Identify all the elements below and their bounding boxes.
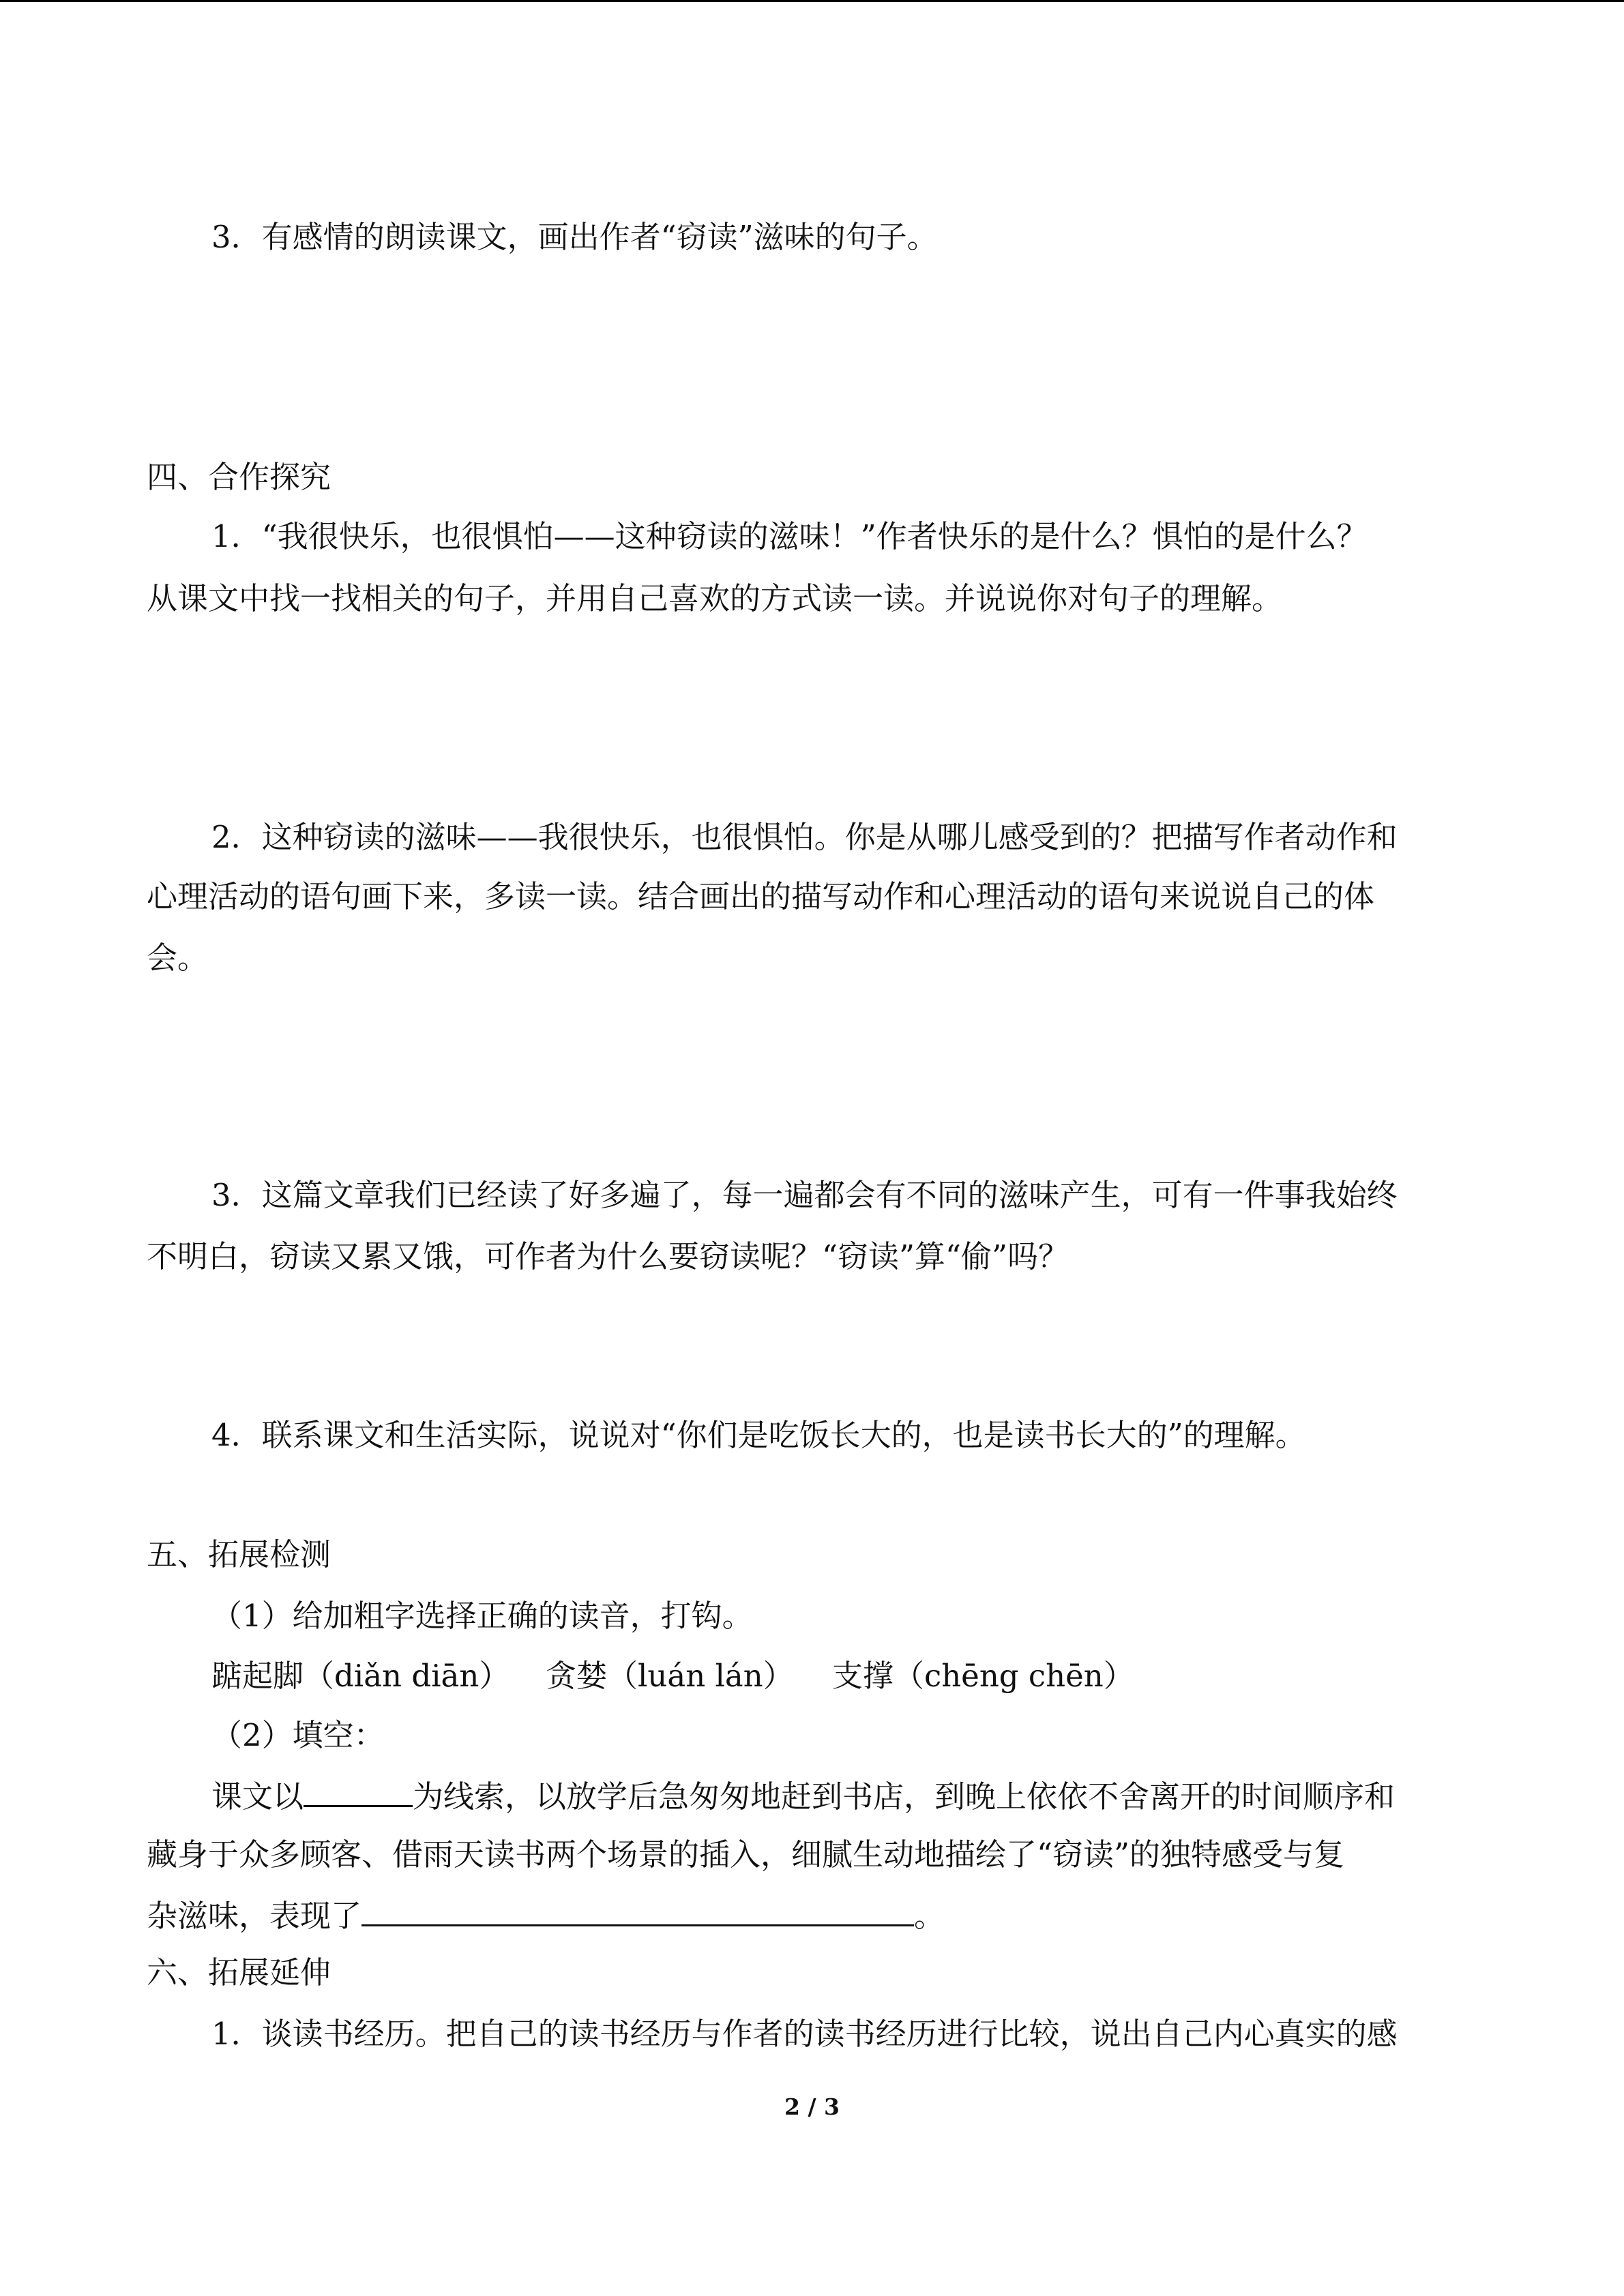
exercise-2-instruction: （2）填空： bbox=[211, 1717, 385, 1753]
fill-in-line-2: 藏身于众多顾客、借雨天读书两个场景的插入，细腻生动地描绘了“窃读”的独特感受与复 bbox=[147, 1836, 1345, 1873]
fill-text-4: 。 bbox=[914, 1898, 945, 1934]
exercise-1-instruction: （1）给加粗字选择正确的读音，打钩。 bbox=[211, 1598, 753, 1634]
question-1-line-1: 1．“我很快乐，也很惧怕——这种窃读的滋味！”作者快乐的是什么？惧怕的是什么？ bbox=[211, 518, 1368, 554]
question-3-line-1: 3．这篇文章我们已经读了好多遍了，每一遍都会有不同的滋味产生，可有一件事我始终 bbox=[211, 1177, 1398, 1213]
fill-text-1: 课文以 bbox=[211, 1778, 304, 1815]
question-2-line-1: 2．这种窃读的滋味——我很快乐，也很惧怕。你是从哪儿感受到的？把描写作者动作和 bbox=[211, 819, 1398, 855]
fill-blank-theme[interactable] bbox=[361, 1894, 914, 1926]
question-2-line-3: 会。 bbox=[147, 940, 209, 976]
extension-item-1: 1．谈读书经历。把自己的读书经历与作者的读书经历进行比较，说出自己内心真实的感 bbox=[211, 2016, 1398, 2052]
question-1-line-2: 从课文中找一找相关的句子，并用自己喜欢的方式读一读。并说说你对句子的理解。 bbox=[147, 580, 1283, 616]
fill-blank-clue[interactable] bbox=[304, 1775, 413, 1807]
item-3-read-aloud: 3．有感情的朗读课文，画出作者“窃读”滋味的句子。 bbox=[211, 219, 938, 255]
pinyin-option-3: 支撑（chēng chēn） bbox=[832, 1658, 1134, 1694]
question-3-line-2: 不明白，窃读又累又饿，可作者为什么要窃读呢？“窃读”算“偷”吗？ bbox=[147, 1238, 1069, 1274]
pinyin-option-1: 踮起脚（diǎn diān） bbox=[211, 1658, 510, 1694]
fill-in-line-1 bbox=[211, 1775, 1395, 1817]
question-4: 4．联系课文和生活实际，说说对“你们是吃饭长大的，也是读书长大的”的理解。 bbox=[211, 1417, 1306, 1453]
section-4-heading: 四、合作探究 bbox=[147, 459, 331, 495]
section-5-heading: 五、拓展检测 bbox=[147, 1536, 331, 1572]
question-2-line-2: 心理活动的语句画下来，多读一读。结合画出的描写动作和心理活动的语句来说说自己的体 bbox=[147, 878, 1375, 914]
fill-text-2: 为线索，以放学后急匆匆地赶到书店，到晚上依依不舍离开的时间顺序和 bbox=[413, 1778, 1396, 1815]
fill-text-3: 杂滋味，表现了 bbox=[147, 1898, 362, 1934]
page-number: 2 / 3 bbox=[784, 2093, 840, 2120]
top-border-line bbox=[0, 0, 1624, 2]
pinyin-option-2: 贪婪（luán lán） bbox=[546, 1658, 794, 1694]
section-6-heading: 六、拓展延伸 bbox=[147, 1954, 331, 1991]
fill-in-line-3 bbox=[147, 1894, 945, 1937]
